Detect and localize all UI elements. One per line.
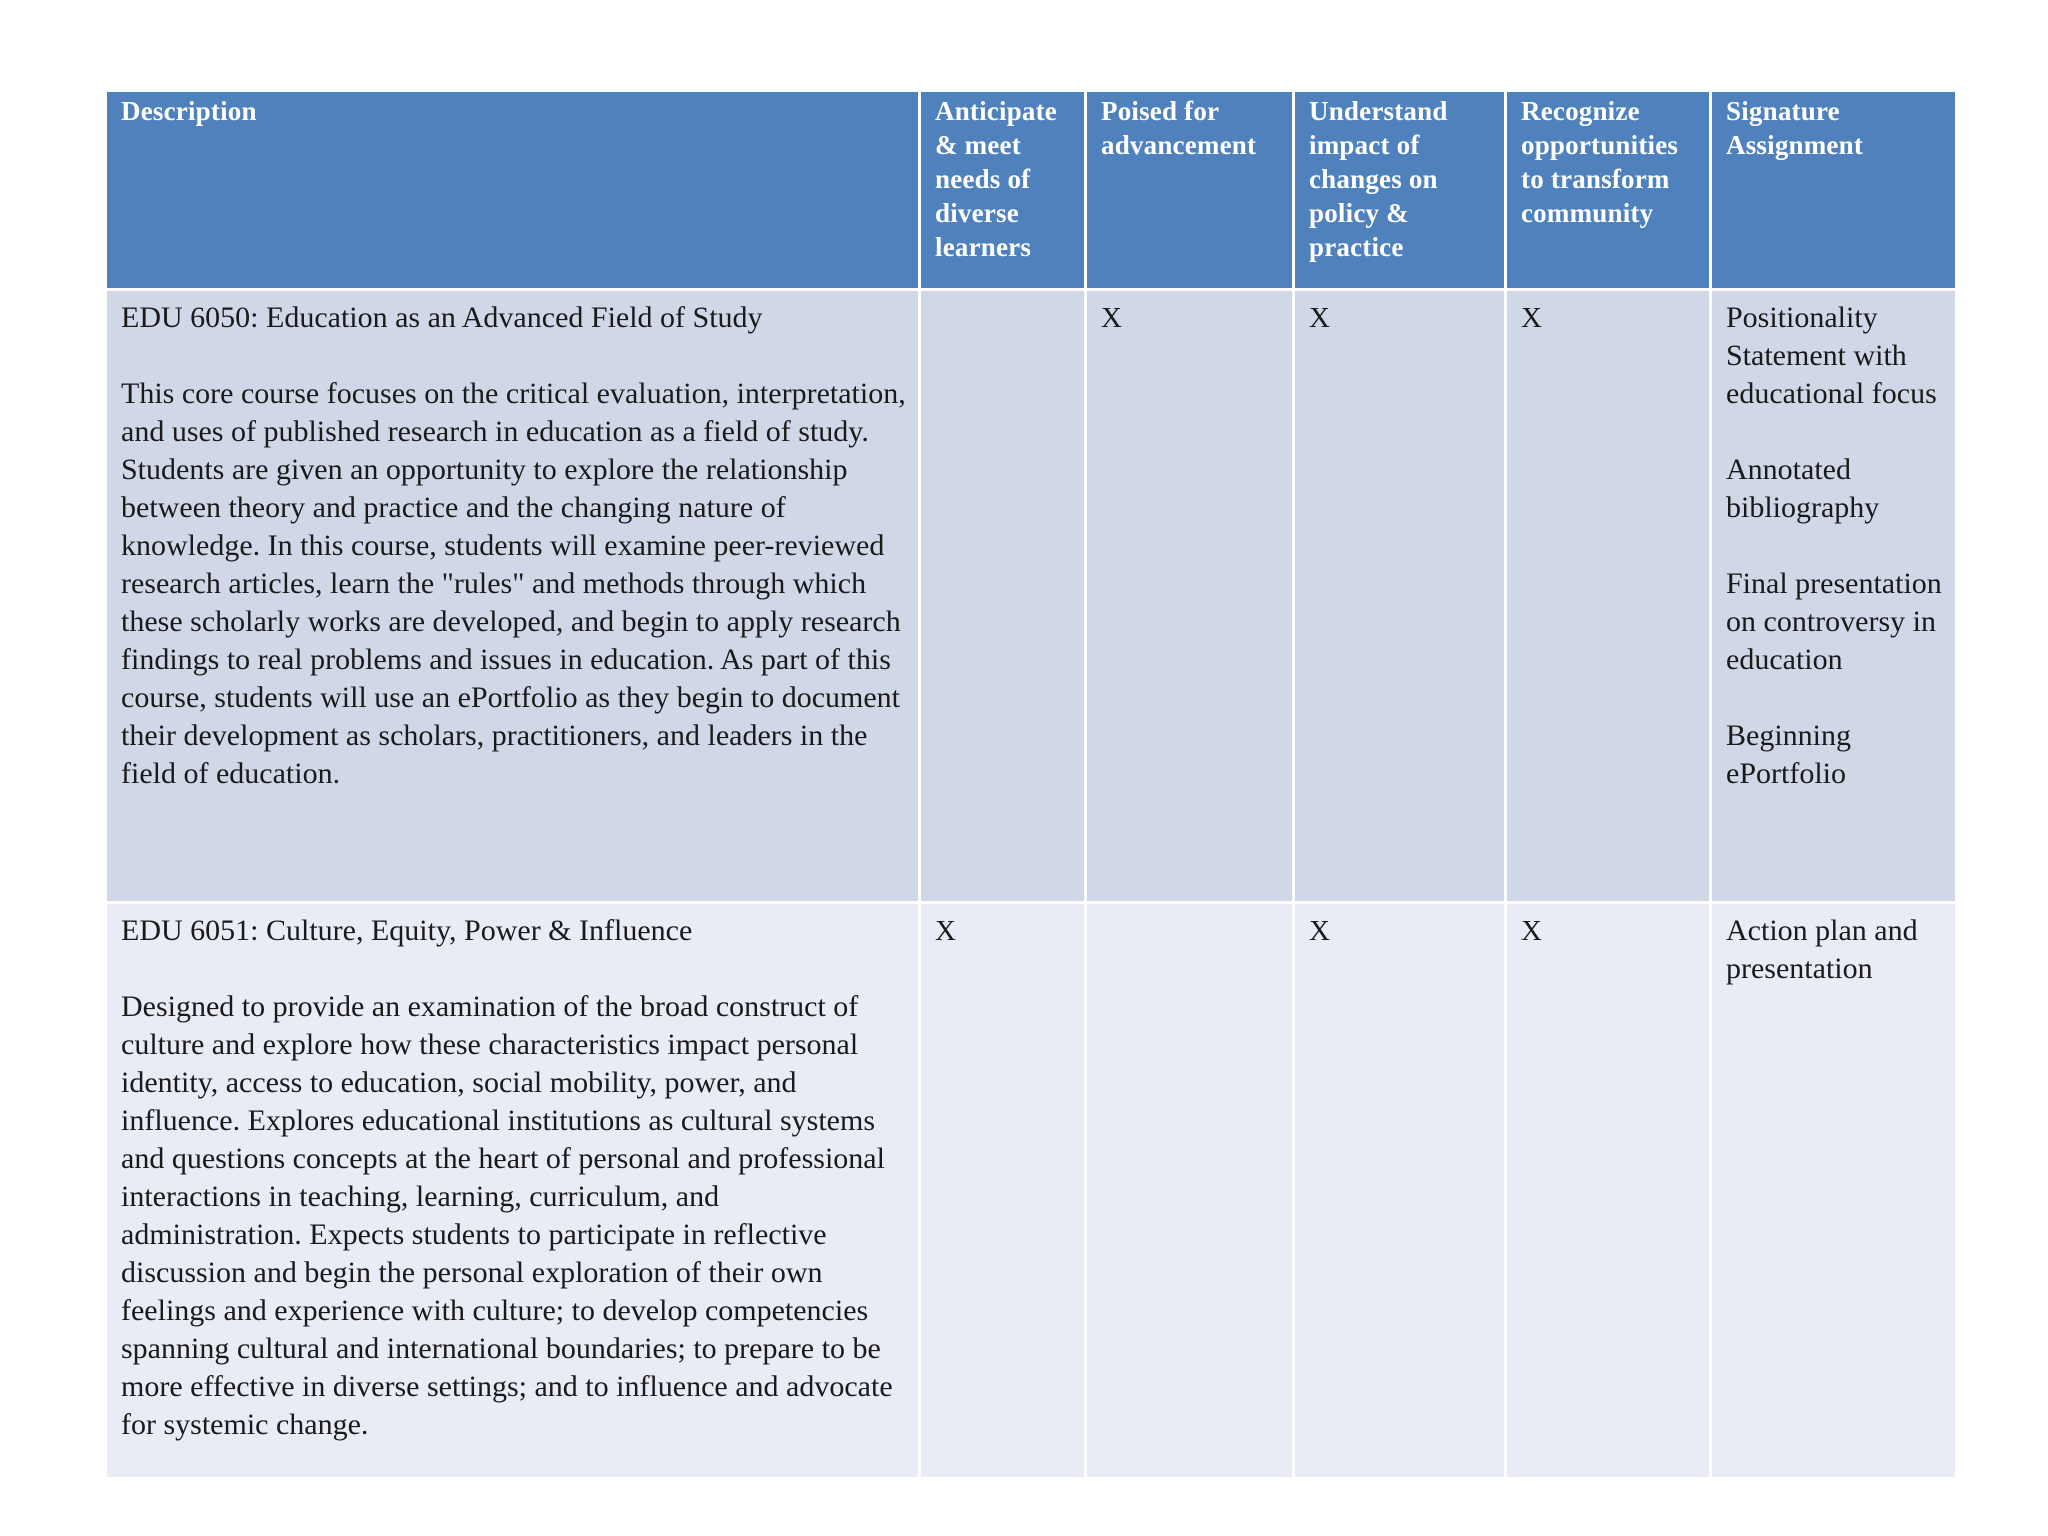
- mark: X: [1101, 302, 1122, 334]
- mark-cell-transform-community: [1506, 290, 1711, 903]
- assignment-item: Final presentation on controversy in education: [1726, 567, 1942, 676]
- assignment-item: Action plan and presentation: [1726, 914, 1918, 985]
- description-cell: [106, 903, 920, 1479]
- course-outcomes-table: [104, 89, 1958, 1480]
- mark-cell-diverse-learners: [920, 903, 1086, 1479]
- course-description: Designed to provide an examination of the broad construct of culture and explore how these characteristics impact personal identity, access to education, social mobility, power, and influence. Explores educational institutions as cultural systems and questions concepts at the heart of personal and professional interactions in teaching, learning, curriculum, and administration. Expects students to participate in reflective discussion and begin the personal exploration of their own feelings and experience with culture; to develop competencies spanning cultural and international boundaries; to prepare to be more effective in diverse settings; and to influence and advocate for systemic change.: [121, 990, 893, 1441]
- mark-cell-transform-community: [1506, 903, 1711, 1479]
- header-diverse-learners: Anticipate & meet needs of diverse learners: [920, 91, 1086, 290]
- table-row: [106, 903, 1957, 1479]
- mark-cell-policy-practice: [1294, 290, 1506, 903]
- assignment-item: Positionality Statement with educational focus: [1726, 301, 1937, 410]
- table-row: [106, 290, 1957, 903]
- header-advancement: Poised for advancement: [1086, 91, 1294, 290]
- signature-assignment-cell: [1711, 903, 1957, 1479]
- mark: X: [935, 915, 956, 947]
- header-row: [106, 91, 1957, 290]
- mark-cell-advancement: [1086, 903, 1294, 1479]
- mark-cell-diverse-learners: [920, 290, 1086, 903]
- mark: X: [1521, 302, 1542, 334]
- mark: X: [1309, 302, 1330, 334]
- header-signature-assignment: Signature Assignment: [1711, 91, 1957, 290]
- header-description: Description: [106, 91, 920, 290]
- mark: X: [1521, 915, 1542, 947]
- mark: X: [1309, 915, 1330, 947]
- assignment-item: Annotated bibliography: [1726, 453, 1880, 524]
- mark-cell-policy-practice: [1294, 903, 1506, 1479]
- mark-cell-advancement: [1086, 290, 1294, 903]
- course-description: This core course focuses on the critical evaluation, interpretation, and uses of published research in education as a field of study. Students are given an opportunity to explore the relationship between theory and practice and the changing nature of knowledge. In this course, students will examine peer-reviewed research articles, learn the "rules" and methods through which these scholarly works are developed, and begin to apply research findings to real problems and issues in education. As part of this course, students will use an ePortfolio as they begin to document their development as scholars, practitioners, and leaders in the field of education.: [121, 377, 906, 790]
- assignment-item: Beginning ePortfolio: [1726, 719, 1851, 790]
- course-title: EDU 6050: Education as an Advanced Field of Study: [121, 301, 763, 334]
- header-policy-practice: Understand impact of changes on policy & practice: [1294, 91, 1506, 290]
- course-title: EDU 6051: Culture, Equity, Power & Influence: [121, 914, 693, 947]
- description-cell: [106, 290, 920, 903]
- header-transform-community: Recognize opportunities to transform community: [1506, 91, 1711, 290]
- signature-assignment-cell: [1711, 290, 1957, 903]
